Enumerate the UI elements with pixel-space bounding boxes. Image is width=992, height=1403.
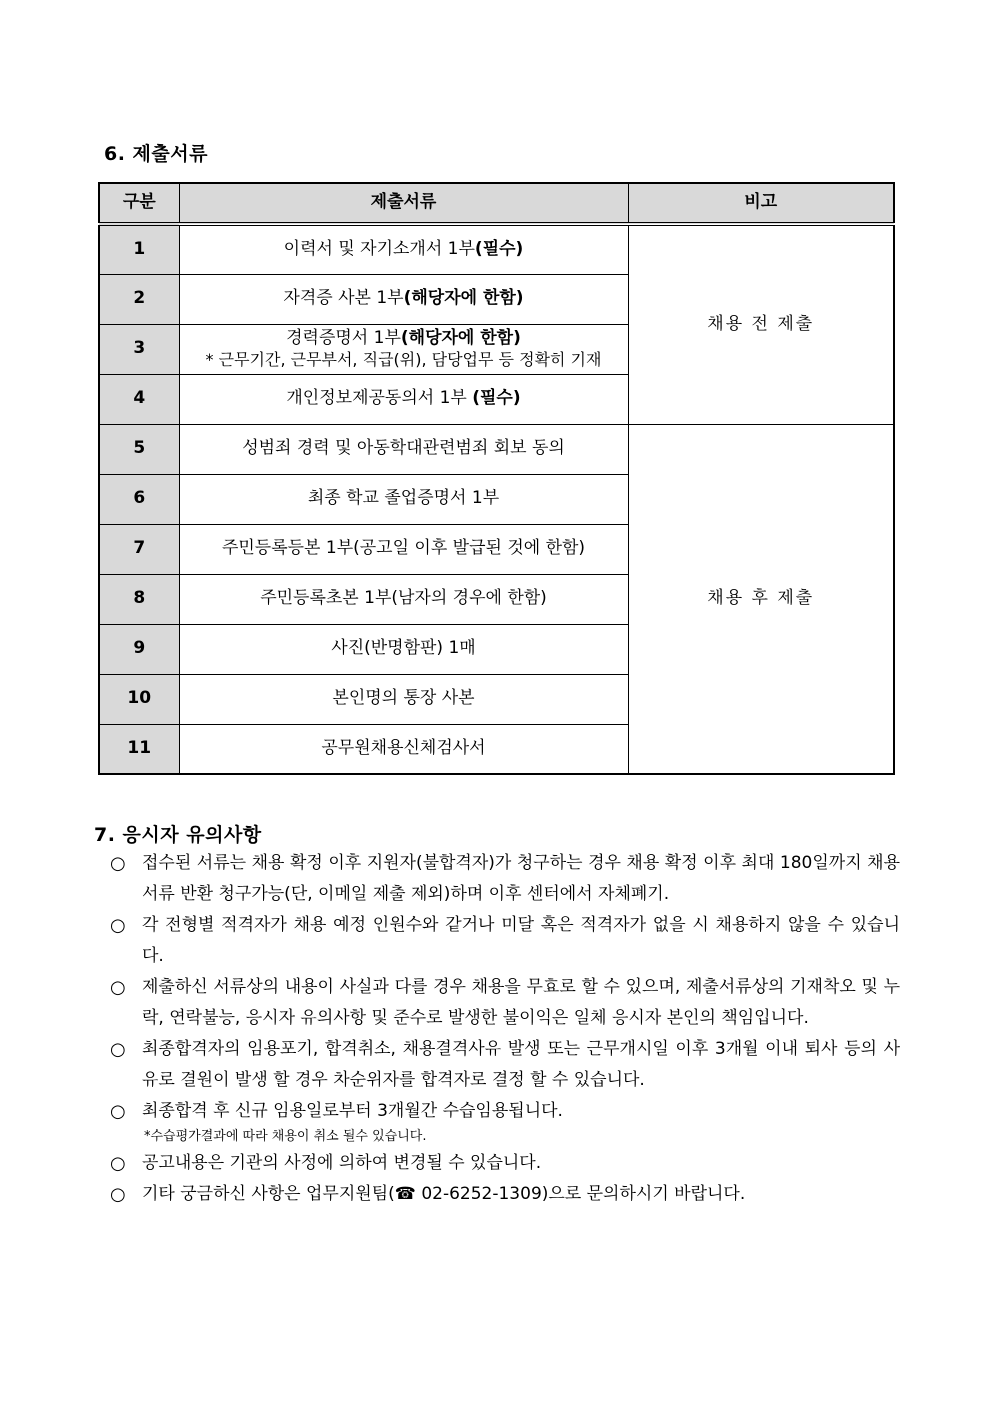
table-row <box>99 424 894 474</box>
circle-bullet-icon: ○ <box>110 977 126 998</box>
table-header-row <box>99 183 894 224</box>
list-item <box>110 910 900 972</box>
row-number: 4 <box>99 374 179 424</box>
document-cell: 주민등록초본 1부(남자의 경우에 한함) <box>179 574 628 624</box>
section-6-title: 6. 제출서류 <box>104 143 208 165</box>
list-item <box>110 1096 900 1127</box>
row-number: 11 <box>99 724 179 774</box>
note-text: 각 전형별 적격자가 채용 예정 인원수와 같거나 미달 혹은 적격자가 없을 시 채용하지 않을 수 있습니다. <box>142 915 900 966</box>
document-cell: 사진(반명함판) 1매 <box>179 624 628 674</box>
probation-note: *수습평가결과에 따라 채용이 취소 될수 있습니다. <box>144 1129 427 1144</box>
row-number: 6 <box>99 474 179 524</box>
note-text: 제출하신 서류상의 내용이 사실과 다를 경우 채용을 무효로 할 수 있으며, 제출서류상의 기재착오 및 누락, 연락불능, 응시자 유의사항 및 준수로 발생한 불이익은 일체 응시자 본인의 책임입니다. <box>142 977 900 1028</box>
circle-bullet-icon: ○ <box>110 1101 126 1122</box>
header-category: 구분 <box>99 183 179 224</box>
header-remarks: 비고 <box>628 183 894 224</box>
list-item <box>110 1179 900 1210</box>
document-cell: 성범죄 경력 및 아동학대관련범죄 회보 동의 <box>179 424 628 474</box>
row-number: 9 <box>99 624 179 674</box>
row-number: 7 <box>99 524 179 574</box>
header-documents: 제출서류 <box>179 183 628 224</box>
circle-bullet-icon: ○ <box>110 853 126 874</box>
note-text: 최종합격 후 신규 임용일로부터 3개월간 수습임용됩니다. <box>142 1101 563 1121</box>
table-row <box>99 224 894 274</box>
document-cell: 본인명의 통장 사본 <box>179 674 628 724</box>
document-cell: 주민등록등본 1부(공고일 이후 발급된 것에 한함) <box>179 524 628 574</box>
row-number: 2 <box>99 274 179 324</box>
row-number: 5 <box>99 424 179 474</box>
row-number: 8 <box>99 574 179 624</box>
document-cell: 최종 학교 졸업증명서 1부 <box>179 474 628 524</box>
document-subnote: * 근무기간, 근무부서, 직급(위), 담당업무 등 정확히 기재 <box>205 349 602 369</box>
row-number: 10 <box>99 674 179 724</box>
remark-before-hire: 채용 전 제출 <box>628 224 894 424</box>
note-text: 접수된 서류는 채용 확정 이후 지원자(불합격자)가 청구하는 경우 채용 확정 이후 최대 180일까지 채용서류 반환 청구가능(단, 이메일 제출 제외)하며 이후 센터에서 자체폐기. <box>142 853 900 904</box>
document-cell: 개인정보제공동의서 1부 (필수) <box>179 374 628 424</box>
circle-bullet-icon: ○ <box>110 1184 126 1205</box>
circle-bullet-icon: ○ <box>110 1039 126 1060</box>
documents-table <box>98 182 895 775</box>
section-7-title: 7. 응시자 유의사항 <box>94 824 262 846</box>
document-cell: 공무원채용신체검사서 <box>179 724 628 774</box>
circle-bullet-icon: ○ <box>110 915 126 936</box>
list-item <box>110 1034 900 1096</box>
note-text: 공고내용은 기관의 사정에 의하여 변경될 수 있습니다. <box>142 1153 542 1173</box>
circle-bullet-icon: ○ <box>110 1153 126 1174</box>
document-cell: 이력서 및 자기소개서 1부(필수) <box>179 224 628 274</box>
list-item <box>110 972 900 1034</box>
note-text: 최종합격자의 임용포기, 합격취소, 채용결격사유 발생 또는 근무개시일 이후 3개월 이내 퇴사 등의 사유로 결원이 발생 할 경우 차순위자를 합격자로 결정 할 수 있습니다. <box>142 1039 900 1090</box>
remark-after-hire: 채용 후 제출 <box>628 424 894 774</box>
row-number: 1 <box>99 224 179 274</box>
notes-list <box>110 848 900 1210</box>
list-item <box>110 848 900 910</box>
document-cell: 자격증 사본 1부(해당자에 한함) <box>179 274 628 324</box>
row-number: 3 <box>99 324 179 374</box>
list-item <box>110 1148 900 1179</box>
note-text: 기타 궁금하신 사항은 업무지원팀(☎ 02-6252-1309)으로 문의하시기 바랍니다. <box>142 1184 746 1204</box>
document-cell: 경력증명서 1부(해당자에 한함) * 근무기간, 근무부서, 직급(위), 담당업무 등 정확히 기재 <box>179 324 628 374</box>
